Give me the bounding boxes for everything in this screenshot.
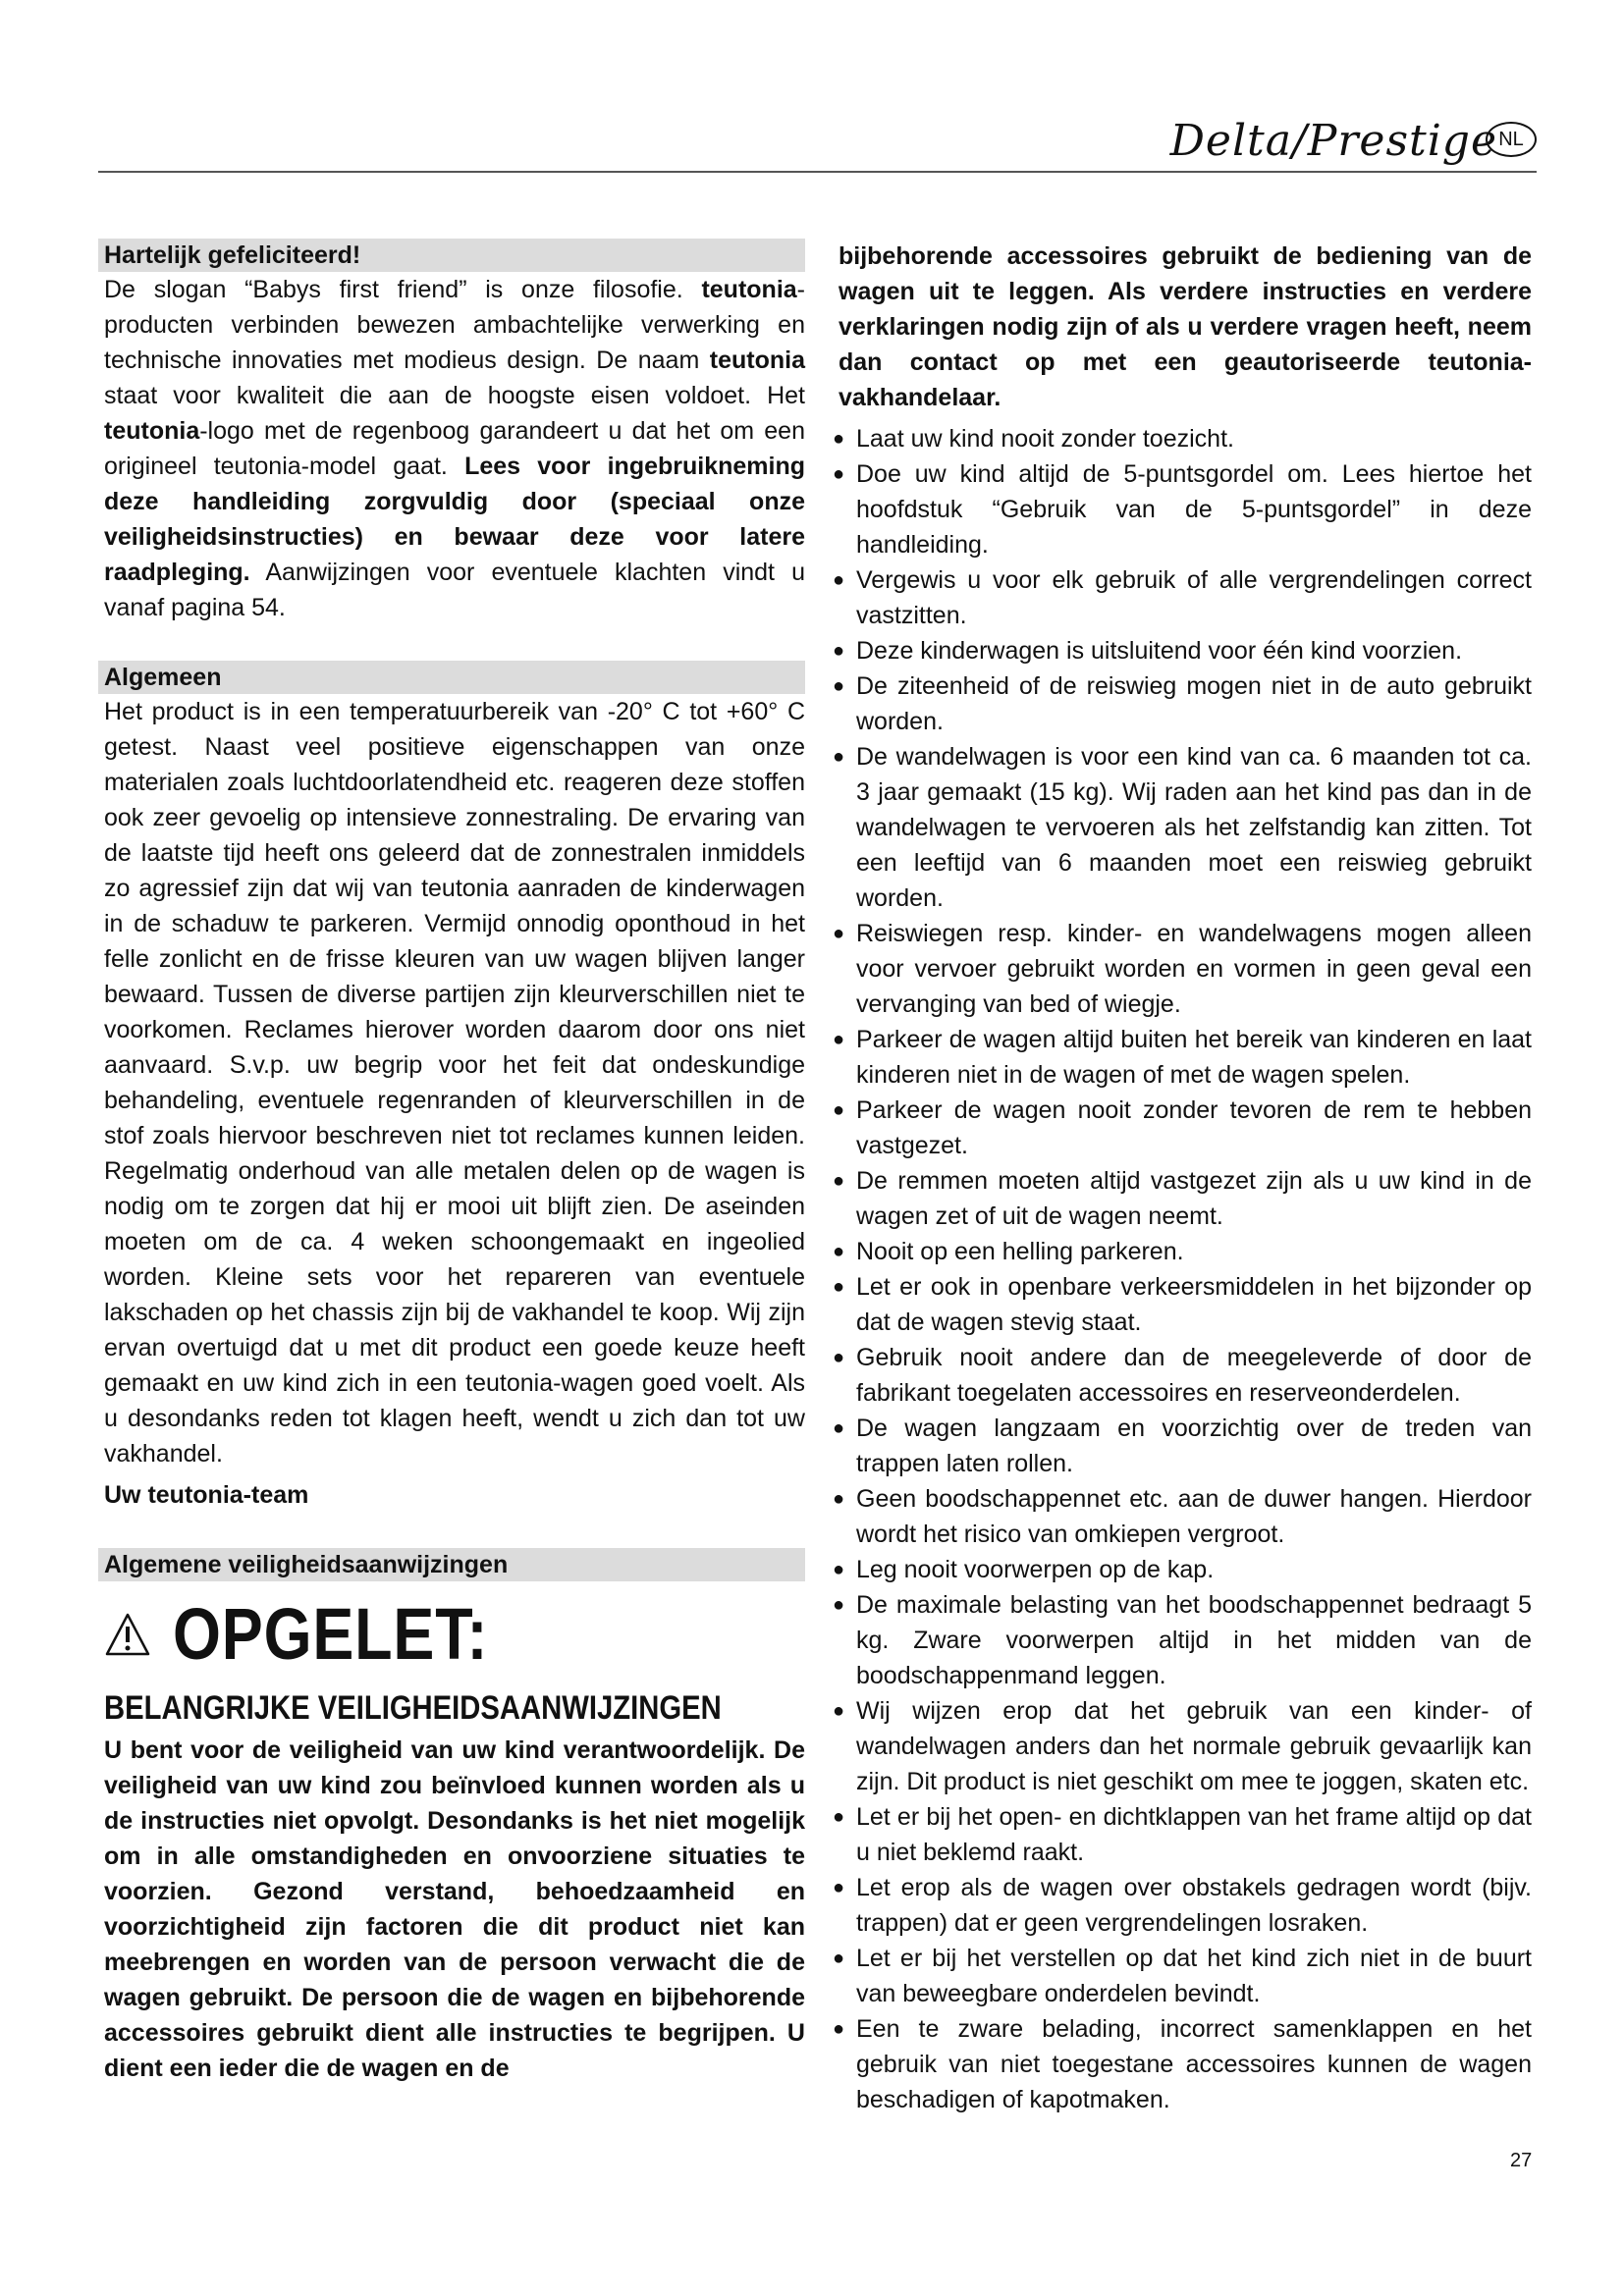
bullet-item: ● Wij wijzen erop dat het gebruik van een kinder- of wandelwagen anders dan het normale gebruik gevaarlijk kan zijn. Dit product is niet geschikt om mee te joggen, skaten etc. bbox=[833, 1693, 1532, 1799]
page-header bbox=[98, 108, 1537, 173]
bullet-item: ● Let er bij het verstellen op dat het kind zich niet in de buurt van beweegbare onderdelen bevindt. bbox=[833, 1941, 1532, 2011]
section-heading: Algemeen bbox=[98, 661, 805, 694]
text-segment: teutonia bbox=[709, 347, 805, 374]
warning-triangle-icon bbox=[104, 1611, 151, 1658]
bullet-item: ● Gebruik nooit andere dan de meegeleverde of door de fabrikant toegelaten accessoires en reserveonderdelen. bbox=[833, 1340, 1532, 1411]
text-segment: -producten verbinden bewezen ambachtelijke verwerking en technische innovaties met modieus design. De naam bbox=[104, 276, 805, 374]
paragraph bbox=[104, 694, 805, 1471]
safety-intro-continuation: bijbehorende accessoires gebruikt de bediening van de wagen uit te leggen. Als verdere instructies en verdere verklaringen nodig zijn of als u verdere vragen heeft, neem dan contact op met een geautoriseerde teutonia-vakhandelaar. bbox=[839, 242, 1532, 411]
bullet-item: ● De wandelwagen is voor een kind van ca. 6 maanden tot ca. 3 jaar gemaakt (15 kg). Wij raden aan het kind pas dan in de wandelwagen te vervoeren als het zelfstandig kan zitten. Tot een leeftijd van 6 maanden moet een reiswieg gebruikt worden. bbox=[833, 739, 1532, 916]
text-segment: Lees voor ingebruikneming deze handleiding zorgvuldig door (speciaal onze veiligheidsinstructies) en bewaar deze voor latere raadpleging. bbox=[104, 453, 806, 586]
bullet-item: ● Leg nooit voorwerpen op de kap. bbox=[833, 1552, 1532, 1587]
section-heading-safety: Algemene veiligheidsaanwijzingen bbox=[98, 1548, 805, 1581]
paragraph bbox=[104, 1477, 805, 1513]
bullet-item: ● Geen boodschappennet etc. aan de duwer hangen. Hierdoor wordt het risico van omkiepen vergroot. bbox=[833, 1481, 1532, 1552]
text-segment: teutonia bbox=[701, 276, 797, 303]
text-segment: De slogan “Babys first friend” is onze filosofie. bbox=[104, 276, 702, 303]
bullet-item: ● Nooit op een helling parkeren. bbox=[833, 1234, 1532, 1269]
language-badge: NL bbox=[1486, 122, 1537, 157]
bullet-item: ● Let er ook in openbare verkeersmiddelen in het bijzonder op dat de wagen stevig staat. bbox=[833, 1269, 1532, 1340]
text-segment: staat voor kwaliteit die aan de hoogste eisen voldoet. Het bbox=[104, 382, 805, 409]
bullet-item: ● De maximale belasting van het boodschappennet bedraagt 5 kg. Zware voorwerpen altijd in het midden van de boodschappenmand leggen. bbox=[833, 1587, 1532, 1693]
bullet-item: ● De wagen langzaam en voorzichtig over de treden van trappen laten rollen. bbox=[833, 1411, 1532, 1481]
bullet-item: ● Deze kinderwagen is uitsluitend voor één kind voorzien. bbox=[833, 633, 1532, 668]
text-segment: Aanwijzingen voor eventuele klachten vindt u vanaf pagina 54. bbox=[104, 559, 805, 621]
safety-subtitle: BELANGRIJKE VEILIGHEIDSAANWIJZINGEN bbox=[104, 1689, 722, 1727]
text-segment: Uw teutonia-team bbox=[104, 1481, 309, 1509]
safety-intro-text: U bent voor de veiligheid van uw kind verantwoordelijk. De veiligheid van uw kind zou beïnvloed kunnen worden als u de instructies niet opvolgt. Desondanks is het niet mogelijk om in alle omstandigheden en onvoorziene situaties te voorzien. Gezond verstand, behoedzaamheid en voorzichtigheid zijn factoren die dit product niet kan meebrengen en worden van de persoon verwacht die de wagen gebruikt. De persoon die de wagen en bijbehorende accessoires gebruikt dient alle instructies te begrijpen. U dient een ieder die de wagen en de bbox=[104, 1736, 805, 2082]
safety-bullet-list bbox=[833, 421, 1532, 2117]
paragraph bbox=[104, 272, 805, 625]
bullet-item: ● Laat uw kind nooit zonder toezicht. bbox=[833, 421, 1532, 456]
bullet-item: ● De remmen moeten altijd vastgezet zijn als u uw kind in de wagen zet of uit de wagen neemt. bbox=[833, 1163, 1532, 1234]
warning-block bbox=[104, 1595, 805, 1674]
section-heading: Hartelijk gefeliciteerd! bbox=[98, 239, 805, 272]
text-segment: teutonia bbox=[104, 417, 200, 445]
bullet-item: ● Reiswiegen resp. kinder- en wandelwagens mogen alleen voor vervoer gebruikt worden en vormen in geen geval een vervanging van bed of wiegje. bbox=[833, 916, 1532, 1022]
bullet-item: ● Vergewis u voor elk gebruik of alle vergrendelingen correct vastzitten. bbox=[833, 562, 1532, 633]
bullet-item: ● Een te zware belading, incorrect samenklappen en het gebruik van niet toegestane accessoires kunnen de wagen beschadigen of kapotmaken. bbox=[833, 2011, 1532, 2117]
brand-title: Delta/Prestige bbox=[1169, 116, 1497, 166]
intro-sections bbox=[98, 239, 805, 1513]
bullet-item: ● De ziteenheid of de reiswieg mogen niet in de auto gebruikt worden. bbox=[833, 668, 1532, 739]
bullet-item: ● Let er bij het open- en dichtklappen van het frame altijd op dat u niet beklemd raakt. bbox=[833, 1799, 1532, 1870]
bullet-item: ● Let erop als de wagen over obstakels gedragen wordt (bijv. trappen) dat er geen vergrendelingen losraken. bbox=[833, 1870, 1532, 1941]
text-segment: Het product is in een temperatuurbereik van -20° C tot +60° C getest. Naast veel positieve eigenschappen van onze materialen zoals luchtdoorlatendheid etc. reageren deze stoffen ook zeer gevoelig op intensieve zonnestraling. De ervaring van de laatste tijd heeft ons geleerd dat de zonnestralen inmiddels zo agressief zijn dat wij van teutonia aanraden de kinderwagen in de schaduw te parkeren. Vermijd onnodig oponthoud in het felle zonlicht en de frisse kleuren van uw wagen blijven langer bewaard. Tussen de diverse partijen zijn kleurverschillen niet te voorkomen. Reclames hierover worden daarom door ons niet aanvaard. S.v.p. uw begrip voor het feit dat ondeskundige behandeling, eventuele regenranden of kleurverschillen in de stof zoals hiervoor beschreven niet tot reclames kunnen leiden. Regelmatig onderhoud van alle metalen delen op de wagen is nodig om te zorgen dat hij er mooi uit blijft zien. De aseinden moeten om de ca. 4 weken schoongemaakt en ingeolied worden. Kleine sets voor het repareren van eventuele lakschaden op het chassis zijn bij de vakhandel te koop. Wij zijn ervan overtuigd dat u met dit product een goede keuze heeft gemaakt en uw kind zich in een teutonia-wagen goed voelt. Als u desondanks reden tot klagen heeft, wendt u zich dan tot uw vakhandel. bbox=[104, 698, 805, 1468]
bullet-item: ● Parkeer de wagen altijd buiten het bereik van kinderen en laat kinderen niet in de wagen of met de wagen spelen. bbox=[833, 1022, 1532, 1093]
warning-title: OPGELET: bbox=[173, 1593, 489, 1675]
page-number: 27 bbox=[1510, 2150, 1533, 2171]
bullet-item: ● Doe uw kind altijd de 5-puntsgordel om. Lees hiertoe het hoofdstuk “Gebruik van de 5-puntsgordel” in deze handleiding. bbox=[833, 456, 1532, 562]
right-column bbox=[833, 239, 1532, 2117]
left-column bbox=[98, 239, 805, 2086]
bullet-item: ● Parkeer de wagen nooit zonder tevoren de rem te hebben vastgezet. bbox=[833, 1093, 1532, 1163]
text-segment: -logo met de regenboog garandeert u dat het om een origineel teutonia-model gaat. bbox=[104, 417, 805, 480]
